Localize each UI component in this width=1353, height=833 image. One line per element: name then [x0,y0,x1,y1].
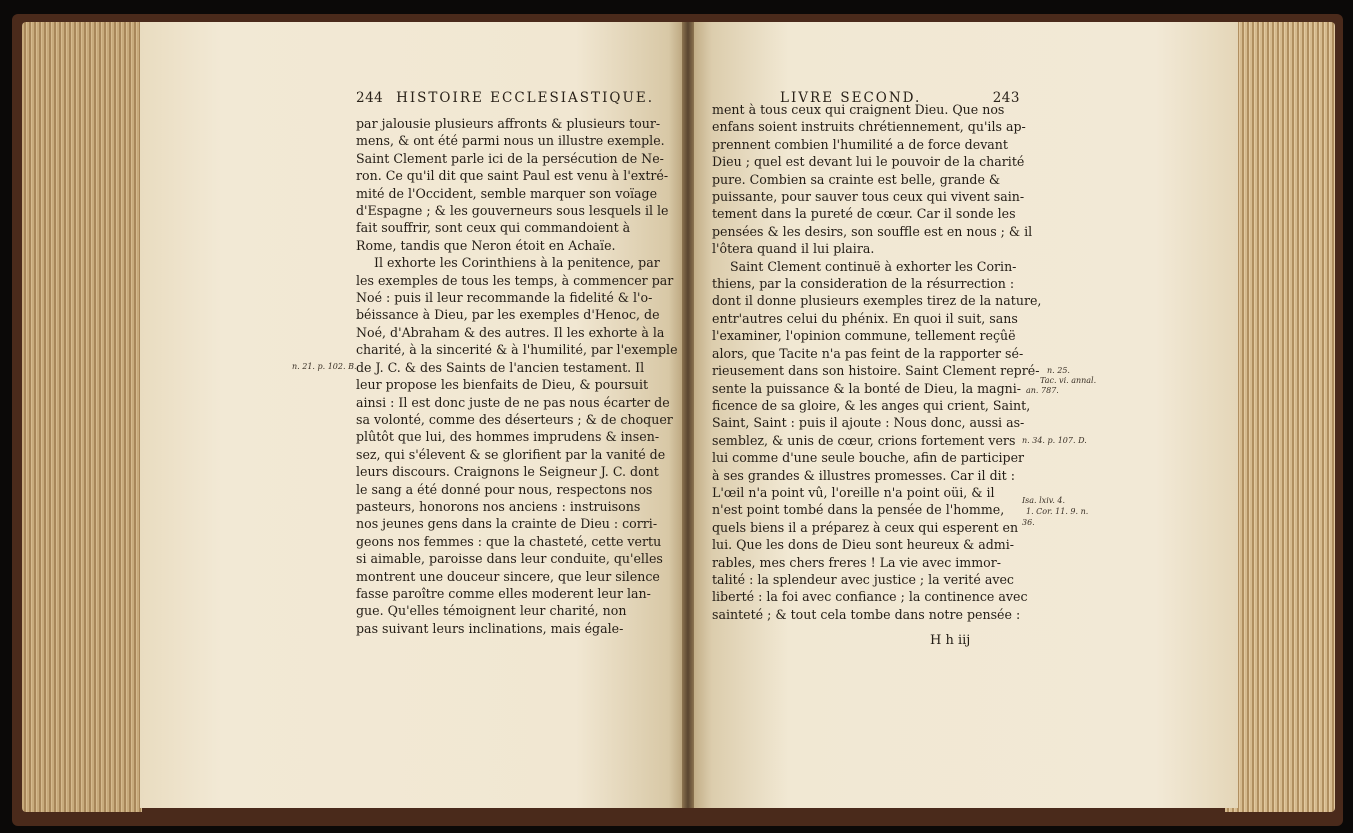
text-line: plûtôt que lui, des hommes imprudens & insen- [356,429,660,445]
text-line: pas suivant leurs inclinations, mais égale- [356,620,624,636]
text-line: entr'autres celui du phénix. En quoi il suit, sans [712,310,1018,326]
right-margin-note: 36. [1022,518,1035,527]
right-margin-note: n. 25. [1047,366,1070,375]
text-line: ainsi : Il est donc juste de ne pas nous écarter de [356,394,670,410]
text-line: dont il donne plusieurs exemples tirez de la nature, [712,293,1042,309]
text-line: ficence de sa gloire, & les anges qui crient, Saint, [712,397,1031,413]
text-line: sez, qui s'élevent & se glorifient par la vanité de [356,446,666,462]
text-line: enfans soient instruits chrétiennement, qu'ils ap- [712,119,1026,135]
text-line: Rome, tandis que Neron étoit en Achaïe. [356,237,616,253]
text-line: fasse paroître comme elles moderent leur lan- [356,585,651,601]
text-line: leur propose les bienfaits de Dieu, & poursuit [356,377,649,393]
text-line: Saint, Saint : puis il ajoute : Nous donc, aussi as- [712,415,1025,431]
text-line: mité de l'Occident, semble marquer son voïage [356,185,658,201]
page-edges-left [22,22,142,812]
text-line: pure. Combien sa crainte est belle, grande & [712,171,1001,187]
text-line: sente la puissance & la bonté de Dieu, la magni- [712,380,1022,396]
right-margin-note: Tac. vi. annal. [1040,376,1097,385]
text-line: ron. Ce qu'il dit que saint Paul est venu à l'extré- [356,168,669,184]
text-line: les exemples de tous les temps, à commencer par [356,272,674,288]
text-line: charité, à la sincerité & à l'humilité, par l'exemple [356,342,678,358]
text-line: l'examiner, l'opinion commune, tellement reçûë [712,328,1016,344]
page-edges-right [1225,22,1335,812]
text-line: à ses grandes & illustres promesses. Car il dit : [712,467,1015,483]
text-line: si aimable, paroisse dans leur conduite, qu'elles [356,551,663,567]
right-page-number: 243 [992,90,1020,106]
right-running-title: LIVRE SECOND. [780,90,922,106]
text-line: Dieu ; quel est devant lui le pouvoir de la charité [712,154,1025,170]
text-line: lui. Que les dons de Dieu sont heureux & admi- [712,537,1015,553]
text-line: leurs discours. Craignons le Seigneur J. C. dont [356,464,659,480]
text-line: sainteté ; & tout cela tombe dans notre pensée : [712,606,1021,622]
text-line: rieusement dans son histoire. Saint Clement repré- [712,363,1040,379]
text-line: liberté : la foi avec confiance ; la continence avec [712,589,1028,605]
text-line: rables, mes chers freres ! La vie avec immor- [712,554,1002,570]
text-line: sa volonté, comme des déserteurs ; & de choquer [356,411,673,427]
text-line: pasteurs, honorons nos anciens : instruisons [356,498,641,514]
text-line: Noé, d'Abraham & des autres. Il les exhorte à la [356,324,665,340]
text-line: Il exhorte les Corinthiens à la penitence, par [374,255,660,271]
book-gutter [682,22,694,808]
text-line: Saint Clement parle ici de la persécution de Ne- [356,150,664,166]
text-line: quels biens il a préparez à ceux qui esperent en [712,519,1019,535]
text-line: n'est point tombé dans la pensée de l'homme, [712,502,1005,518]
text-line: mens, & ont été parmi nous un illustre exemple. [356,133,665,149]
text-line: geons nos femmes : que la chasteté, cette vertu [356,533,662,549]
text-line: le sang a été donné pour nous, respectons nos [356,481,653,497]
text-line: béissance à Dieu, par les exemples d'Henoc, de [356,307,660,323]
left-running-head [356,90,654,106]
right-margin-note: Isa. lxiv. 4. [1022,496,1066,505]
text-line: semblez, & unis de cœur, crions fortement vers [712,432,1016,448]
text-line: puissante, pour sauver tous ceux qui vivent sain- [712,189,1025,205]
right-margin-note: n. 34. p. 107. D. [1022,436,1087,445]
text-line: fait souffrir, sont ceux qui commandoient à [356,220,631,236]
text-line: pensées & les desirs, son souffle est en nous ; & il [712,223,1033,239]
text-line: thiens, par la consideration de la résurrection : [712,276,1015,292]
text-line: lui comme d'une seule bouche, afin de participer [712,450,1025,466]
text-line: gue. Qu'elles témoignent leur charité, non [356,603,627,619]
text-line: l'ôtera quand il lui plaira. [712,241,875,257]
text-line: ment à tous ceux qui craignent Dieu. Que nos [712,102,1005,117]
text-line: L'œil n'a point vû, l'oreille n'a point oüi, & il [712,484,995,500]
signature-mark: H h iij [930,633,971,648]
text-line: alors, que Tacite n'a pas feint de la rapporter sé- [712,345,1024,361]
text-line: de J. C. & des Saints de l'ancien testament. Il [356,359,645,375]
text-line: talité : la splendeur avec justice ; la verité avec [712,571,1014,587]
text-line: d'Espagne ; & les gouverneurs sous lesquels il le [356,203,669,219]
right-margin-note: an. 787. [1026,386,1059,395]
left-running-title: HISTOIRE ECCLESIASTIQUE. [396,90,654,106]
text-line: prennent combien l'humilité a de force devant [712,136,1008,152]
left-body-text [356,115,676,637]
left-page-number: 244 [356,90,384,106]
right-margin-note: 1. Cor. 11. 9. n. [1026,507,1089,516]
text-line: par jalousie plusieurs affronts & plusieurs tour- [356,116,661,131]
text-line: Saint Clement continuë à exhorter les Corin- [730,258,1017,274]
left-margin-note: n. 21. p. 102. B. [292,362,357,371]
text-line: tement dans la pureté de cœur. Car il sonde les [712,206,1016,222]
text-line: montrent une douceur sincere, que leur silence [356,568,660,584]
text-line: Noé : puis il leur recommande la fidelité & l'o- [356,290,653,306]
text-line: nos jeunes gens dans la crainte de Dieu : corri- [356,516,658,532]
